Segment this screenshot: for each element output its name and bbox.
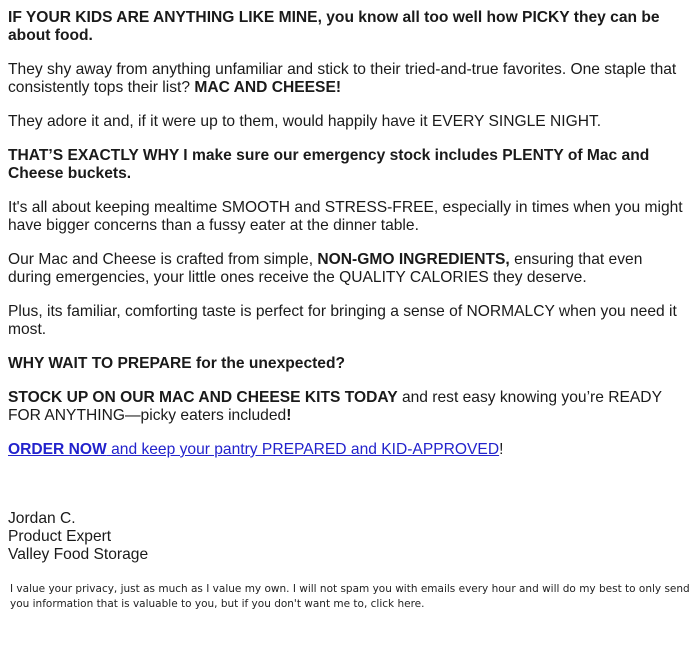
adore-text: They adore it and, if it were up to them, would happily have it EVERY SINGLE NIGHT.	[8, 113, 602, 130]
mac-and-cheese-bold: MAC AND CHEESE!	[194, 79, 342, 96]
normalcy-paragraph	[8, 303, 688, 339]
favorites-text: They shy away from anything unfamiliar and stick to their tried-and-true favorites. One staple that consistently tops their list?	[8, 61, 677, 96]
stock-up-text: and rest easy knowing you’re READY FOR ANYTHING—picky eaters included	[8, 389, 662, 424]
order-now-bold: ORDER NOW	[8, 441, 107, 458]
stock-up-bold: STOCK UP ON OUR MAC AND CHEESE KITS TODAY	[8, 389, 398, 406]
adore-paragraph	[8, 113, 688, 131]
order-now-after: !	[499, 441, 504, 458]
order-now-paragraph	[8, 441, 688, 459]
ingredients-text-after: ensuring that even during emergencies, your little ones receive the QUALITY CALORIES they deserve.	[8, 251, 643, 286]
mealtime-paragraph	[8, 199, 688, 235]
signature-title: Product Expert	[8, 528, 112, 545]
ingredients-paragraph	[8, 251, 688, 287]
non-gmo-bold: NON-GMO INGREDIENTS,	[317, 251, 510, 268]
signature-name: Jordan C.	[8, 510, 76, 527]
privacy-text: I value your privacy, just as much as I value my own. I will not spam you with emails every hour and will do my best to only send you information that is valuable to you, but if you don't want me to,	[10, 583, 690, 610]
ingredients-text-before: Our Mac and Cheese is crafted from simple,	[8, 251, 318, 268]
intro-bold-text: IF YOUR KIDS ARE ANYTHING LIKE MINE, you know all too well how PICKY they can be about food.	[8, 9, 660, 44]
why-wait-bold: WHY WAIT TO PREPARE for the unexpected?	[8, 355, 346, 372]
order-now-link-text: and keep your pantry PREPARED and KID-APPROVED	[106, 441, 500, 458]
privacy-after: .	[421, 598, 425, 610]
unsubscribe-link[interactable]: click here	[370, 598, 422, 610]
signature-block	[8, 510, 148, 564]
emergency-stock-paragraph	[8, 147, 688, 183]
stock-up-paragraph	[8, 389, 688, 425]
intro-paragraph	[8, 9, 688, 45]
privacy-footer	[10, 582, 692, 612]
mealtime-text: It's all about keeping mealtime SMOOTH and STRESS-FREE, especially in times when you might have bigger concerns than a fussy eater at the dinner table.	[8, 199, 683, 234]
signature-company: Valley Food Storage	[8, 546, 149, 563]
normalcy-text: Plus, its familiar, comforting taste is perfect for bringing a sense of NORMALCY when you need it most.	[8, 303, 677, 338]
emergency-stock-bold: THAT’S EXACTLY WHY I make sure our emergency stock includes PLENTY of Mac and Cheese buckets.	[8, 147, 650, 182]
stock-up-exclamation: !	[286, 407, 292, 424]
why-wait-paragraph	[8, 355, 688, 373]
email-body	[8, 9, 688, 459]
favorites-paragraph	[8, 61, 688, 97]
order-now-link[interactable]	[8, 441, 499, 458]
